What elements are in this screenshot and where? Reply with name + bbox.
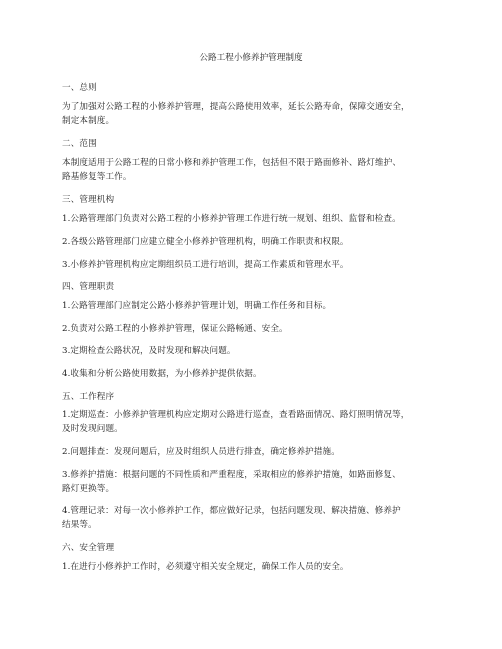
- list-item: 1.公路管理部门负责对公路工程的小修养护管理工作进行统一规划、组织、监督和检查。: [62, 214, 401, 224]
- list-item: 2.各级公路管理部门应建立健全小修养护管理机构，明确工作职责和权限。: [62, 237, 349, 247]
- section-heading: 四、管理职责: [62, 282, 115, 292]
- list-item: 1.在进行小修养护工作时，必须遵守相关安全规定，确保工作人员的安全。: [62, 562, 349, 572]
- section-heading: 三、管理机构: [62, 195, 115, 205]
- section-heading: 二、范围: [62, 139, 97, 149]
- list-item: 结果等。: [62, 520, 97, 530]
- list-item: 3.小修养护管理机构应定期组织员工进行培训，提高工作素质和管理水平。: [62, 260, 349, 270]
- paragraph-line: 制定本制度。: [62, 116, 115, 126]
- list-item: 3.修养护措施：根据问题的不同性质和严重程度，采取相应的修养护措施，如路面修复、: [62, 470, 401, 480]
- list-item: 及时发现问题。: [62, 424, 123, 434]
- document-title: 公路工程小修养护管理制度: [199, 53, 303, 63]
- section-heading: 六、安全管理: [62, 543, 115, 553]
- section-heading: 一、总则: [62, 83, 97, 93]
- list-item: 2.负责对公路工程的小修养护管理，保证公路畅通、安全。: [62, 324, 288, 334]
- list-item: 路灯更换等。: [62, 484, 115, 494]
- list-item: 1.定期巡查：小修养护管理机构应定期对公路进行巡查，查看路面情况、路灯照明情况等，: [62, 410, 410, 420]
- list-item: 4.管理记录：对每一次小修养护工作，都应做好记录，包括问题发现、解决措施、修养护: [62, 506, 401, 516]
- list-item: 1.公路管理部门应制定公路小修养护管理计划，明确工作任务和目标。: [62, 301, 332, 311]
- list-item: 3.定期检查公路状况，及时发现和解决问题。: [62, 346, 236, 356]
- paragraph-line: 为了加强对公路工程的小修养护管理，提高公路使用效率，延长公路寿命，保障交通安全，: [62, 102, 410, 112]
- paragraph-line: 路基修复等工作。: [62, 172, 132, 182]
- list-item: 2.问题排查：发现问题后，应及时组织人员进行排查，确定修养护措施。: [62, 447, 340, 457]
- paragraph-line: 本制度适用于公路工程的日常小修和养护管理工作，包括但不限于路面修补、路灯维护、: [62, 158, 402, 168]
- list-item: 4.收集和分析公路使用数据，为小修养护提供依据。: [62, 369, 262, 379]
- section-heading: 五、工作程序: [62, 392, 115, 402]
